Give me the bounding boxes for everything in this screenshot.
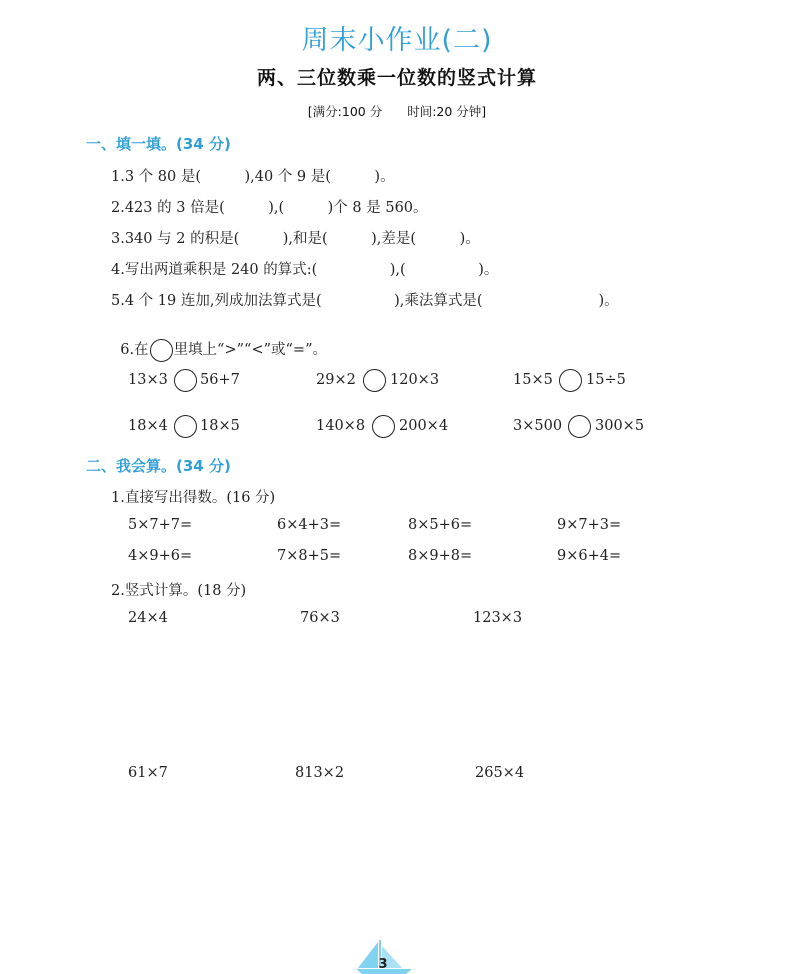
compare-left: 13×3 xyxy=(128,372,168,388)
vertical-calc-item: 123×3 xyxy=(473,610,523,626)
question-1-6 xyxy=(111,322,327,362)
compare-right: 18×5 xyxy=(200,418,240,434)
compare-left: 15×5 xyxy=(513,372,553,388)
section-2-heading: 二、我会算。(34 分) xyxy=(86,457,231,475)
compare-right: 15÷5 xyxy=(586,372,626,388)
direct-calc-item: 7×8+5= xyxy=(277,548,342,564)
page-subtitle: 两、三位数乘一位数的竖式计算 xyxy=(256,67,537,89)
question-1-5: 5.4 个 19 连加,列成加法算式是( ),乘法算式是( )。 xyxy=(111,293,619,309)
question-2-1: 1.直接写出得数。(16 分) xyxy=(111,490,276,506)
section-1-heading: 一、填一填。(34 分) xyxy=(86,135,231,153)
direct-calc-item: 8×9+8= xyxy=(408,548,473,564)
compare-right: 120×3 xyxy=(390,372,440,388)
vertical-calc-item: 76×3 xyxy=(300,610,340,626)
direct-calc-item: 6×4+3= xyxy=(277,517,342,533)
compare-right: 300×5 xyxy=(595,418,645,434)
question-1-6-suffix: 里填上“>”“<”或“=”。 xyxy=(173,342,327,358)
question-1-2: 2.423 的 3 倍是( ),( )个 8 是 560。 xyxy=(111,200,428,216)
page-title: 周末小作业(二) xyxy=(301,25,493,56)
direct-calc-item: 8×5+6= xyxy=(408,517,473,533)
compare-right: 56+7 xyxy=(200,372,240,388)
compare-left: 18×4 xyxy=(128,418,168,434)
compare-left: 29×2 xyxy=(316,372,356,388)
compare-blank-circle[interactable] xyxy=(559,369,582,392)
compare-blank-circle[interactable] xyxy=(372,415,395,438)
question-1-6-prefix: 6.在 xyxy=(120,342,149,358)
circle-symbol-icon xyxy=(150,339,173,362)
vertical-calc-item: 265×4 xyxy=(475,765,525,781)
compare-blank-circle[interactable] xyxy=(363,369,386,392)
vertical-calc-item: 61×7 xyxy=(128,765,168,781)
question-2-2: 2.竖式计算。(18 分) xyxy=(111,583,247,599)
question-1-4: 4.写出两道乘积是 240 的算式:( ),( )。 xyxy=(111,262,499,278)
question-1-3: 3.340 与 2 的积是( ),和是( ),差是( )。 xyxy=(111,231,480,247)
direct-calc-item: 4×9+6= xyxy=(128,548,193,564)
compare-left: 3×500 xyxy=(513,418,563,434)
direct-calc-item: 9×6+4= xyxy=(557,548,622,564)
vertical-calc-item: 24×4 xyxy=(128,610,168,626)
vertical-calc-item: 813×2 xyxy=(295,765,345,781)
score-time-info: [满分:100 分 时间:20 分钟] xyxy=(307,104,487,119)
compare-blank-circle[interactable] xyxy=(174,415,197,438)
compare-blank-circle[interactable] xyxy=(568,415,591,438)
question-1-1: 1.3 个 80 是( ),40 个 9 是( )。 xyxy=(111,169,395,185)
page-number: 3 xyxy=(378,957,388,972)
compare-right: 200×4 xyxy=(399,418,449,434)
compare-left: 140×8 xyxy=(316,418,366,434)
direct-calc-item: 9×7+3= xyxy=(557,517,622,533)
direct-calc-item: 5×7+7= xyxy=(128,517,193,533)
compare-blank-circle[interactable] xyxy=(174,369,197,392)
